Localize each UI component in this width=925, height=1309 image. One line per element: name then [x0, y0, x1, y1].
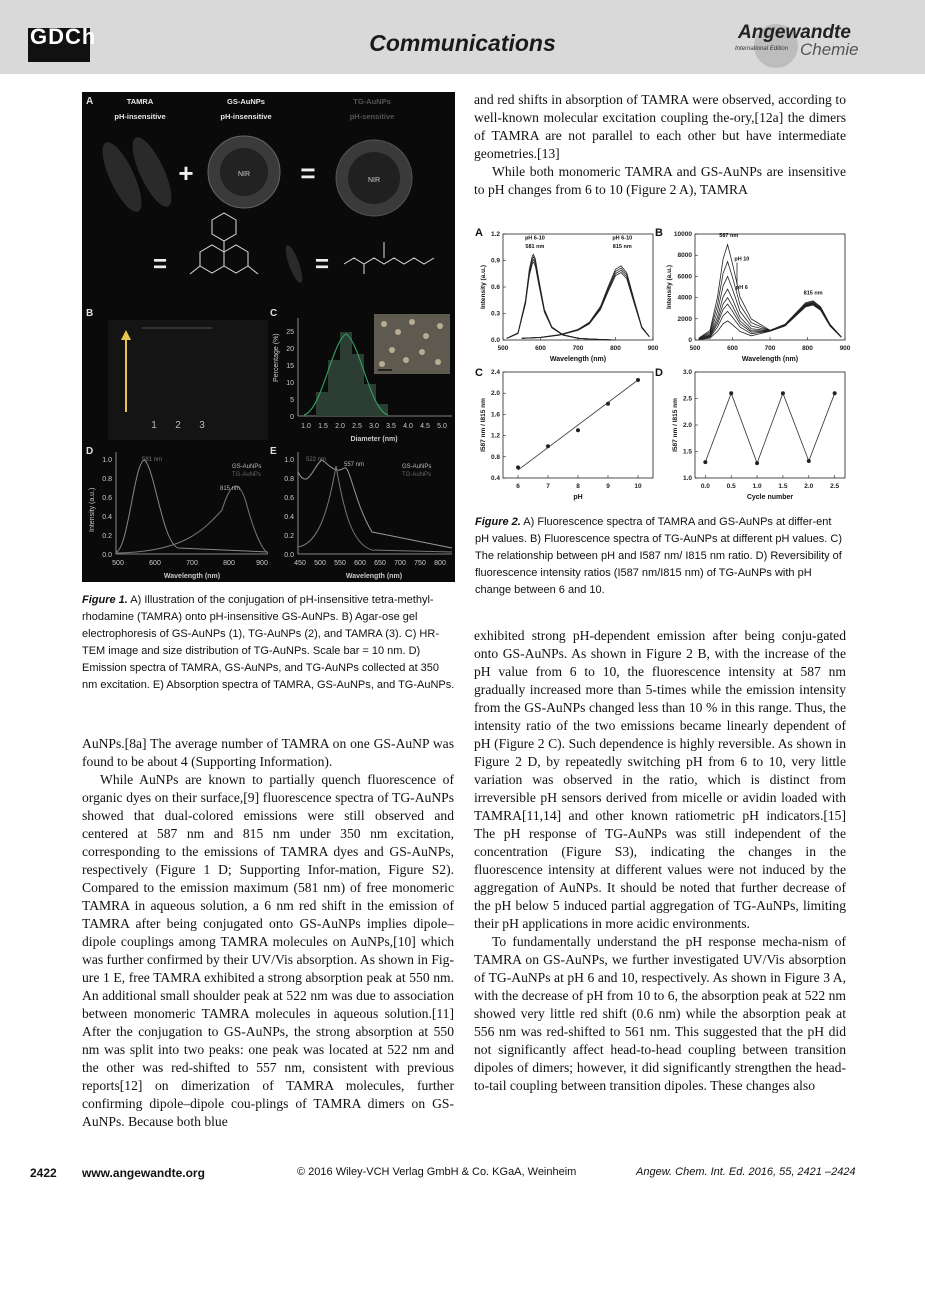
c-ytick-1: 5 [290, 397, 294, 404]
e-peak-557: 557 nm [344, 462, 365, 468]
e-ytick-1: 0.2 [284, 533, 294, 540]
d-legend-2: TG-AuNPs [232, 472, 262, 478]
left-column-text [82, 735, 454, 1131]
fig2-a-annotation: pH 6-10 [524, 235, 545, 242]
nir-label-2: NIR [367, 177, 381, 184]
gel-image [108, 320, 268, 440]
fig2-b-annotation: pH 6 [735, 285, 748, 292]
fig2-b-ytick-label: 2000 [677, 315, 692, 323]
fig1-panel-c-label: C [270, 308, 278, 319]
fig2-c-xtick-label: 9 [606, 483, 610, 490]
fig2-a-xtick-label: 700 [572, 345, 584, 352]
fig2-c-xtick-label: 10 [634, 483, 642, 490]
figure-1-caption-label: Figure 1. [82, 594, 128, 606]
fig2-a-annotation: 815 nm [612, 244, 632, 251]
fig2-c-ytick-label: 0.8 [490, 453, 500, 461]
fig2-a-ytick-label: 0.0 [490, 337, 500, 344]
fig2-d-ytick-label: 2.0 [682, 422, 692, 429]
d-ytick-1: 0.2 [102, 533, 112, 540]
figure-1-graphic [82, 92, 455, 582]
fig2-d-xtick-label: 0.0 [700, 483, 710, 490]
brand-angewandte: Angewandte [738, 22, 851, 43]
plus-sign: + [178, 158, 194, 188]
equals-sign-1: = [300, 158, 316, 188]
fig2-a-annotation: 581 nm [525, 244, 545, 251]
fig2-d-ytick-label: 1.5 [682, 448, 692, 456]
glutathione-structure [344, 242, 434, 274]
fig1-a-sub-gs: pH-insensitive [220, 112, 272, 121]
fig2-c-xtick-label: 6 [516, 483, 520, 490]
fig2-c-point [516, 465, 520, 469]
fig2-a-series-gs-aunps [522, 266, 650, 338]
c-xtick-8: 5.0 [437, 423, 447, 430]
fig2-a-xtick-label: 800 [610, 345, 621, 352]
fig2-a-xtick-label: 900 [647, 345, 659, 352]
c-ylabel: Percentage (%) [273, 333, 280, 382]
e-xtick-5: 700 [394, 560, 406, 567]
journal-header [0, 0, 925, 74]
paragraph: and red shifts in absorption of TAMRA were observed, according to well-known molecular excitation coupling the-ory,[12a] the dimers of TAMRA are not parallel to each other but have intermediate geometries.[13] [474, 92, 846, 161]
fig1-a-label-tg: TG-AuNPs [353, 97, 391, 106]
fig1-panel-e-label: E [270, 446, 277, 457]
fig2-a-ytick-label: 0.6 [490, 284, 500, 291]
fig2-b-xlabel: Wavelength (nm) [741, 356, 799, 363]
fig2-d-ylabel: I587 nm / I815 nm [672, 398, 679, 452]
fig2-b-annotation: 815 nm [803, 290, 823, 297]
fig1-d-emission [89, 452, 268, 580]
fig2-c-point [636, 378, 640, 382]
e-xtick-4: 650 [374, 560, 386, 567]
fig1-panel-d-label: D [86, 446, 94, 457]
d-ylabel: Intensity (a.u.) [89, 487, 96, 532]
right-column-bottom-text [474, 627, 846, 1095]
e-ytick-4: 0.8 [284, 476, 294, 483]
d-xtick-1: 600 [149, 560, 161, 567]
e-ytick-3: 0.6 [284, 495, 294, 502]
fig2-d-ytick-label: 1.0 [682, 475, 692, 482]
fig2-d-xtick-label: 2.5 [830, 483, 840, 490]
fig1-panel-a-label: A [86, 96, 94, 107]
logo-text: GDCh [30, 24, 97, 49]
paragraph: exhibited strong pH-dependent emission after being conju-gated onto GS-AuNPs. As shown in Figure 2 B, with the increase of the pH value from 6 to 10, the fluorescence intensity at 587 nm gradually increased more than 5-times while the emission intensity from the GS-AuNPs changed less than 10 % in this range. Thus, the intensity ratio of the two emissions became linearly dependent of pH (Figure 2 C). Such dependence is highly reversible. As shown in Figure 2 D, by repeatedly switching pH from 6 to 10, very little variation was observed in the ratio, which is distinct from irreversible pH sensors derived from micelle or avidin loaded with TAMRA[11,14] and other known ratiometric pH indicators.[15] The pH response of TG-AuNPs was still independent of the concentration (Figure S3), indicating the changes in the fluorescence intensity at different values were not induced by the aggregation of AuNPs. It should be noted that further decrease of the pH below 5 induced partial aggregation of TG-AuNPs, limiting their pH applications in more acidic environments. [474, 628, 846, 931]
fig1-panel-b-label: B [86, 308, 94, 319]
equals-sign-2: = [152, 251, 168, 278]
lane-label-1: 1 [151, 420, 157, 431]
fig2-b-ylabel: Intensity (a.u.) [666, 264, 673, 310]
c-ytick-3: 15 [286, 363, 294, 370]
e-xtick-1: 500 [314, 560, 326, 567]
fig2-b-ytick-label: 8000 [677, 252, 692, 260]
fig2-a-series-gs-aunps [522, 273, 650, 339]
section-title: Communications [369, 30, 556, 56]
fig2-a-ytick-label: 0.9 [490, 257, 500, 265]
fig2-b-annotation: 587 nm [719, 233, 739, 240]
fig2-c-point [606, 402, 610, 406]
fig2-d-xtick-label: 2.0 [804, 483, 814, 490]
c-ytick-2: 10 [286, 380, 294, 387]
fig2-d-series-line [705, 393, 834, 463]
fig2-c-point [576, 428, 580, 432]
c-ytick-4: 20 [286, 346, 294, 353]
c-ytick-0: 0 [290, 414, 294, 421]
brand-chemie: Chemie [800, 40, 859, 59]
figure-2-caption-label: Figure 2. [475, 516, 521, 528]
fig1-e-absorption [284, 452, 452, 580]
fig2-d-point [781, 391, 785, 395]
paragraph: While AuNPs are known to partially quench fluorescence of organic dyes on their surface,[9] fluorescence spectra of TG-AuNPs showed that dual-colored emissions were still observed and centered at 587 nm and 815 nm under 350 nm excitation, corresponding to the emissions of TAMRA dyes and GS-AuNPs, respectively (Figure 1 D; Supporting Infor-mation, Figure S2). Compared to the emission maximum (581 nm) of free monomeric TAMRA in aqueous solution, a 6 nm red shift in the emission of TAMRA after being conjugated onto GS-AuNPs implies dipole–dipole couplings among TAMRA molecules on AuNPs,[10] which was further confirmed by their UV/Vis absorption. As shown in Fig-ure 1 E, free TAMRA exhibited a strong absorption peak at 550 nm. An additional small shoulder peak at 522 nm was due to association between monomeric TAMRA molecules in aqueous solution.[11] After the conjugation to GS-AuNPs, the strong absorption at 550 nm was split into two peaks: one peak was located at 522 nm and the other was red-shifted to 557 nm, consistent with previous reports[12] on dimerization of TAMRA molecules, further confirming dipole–dipole cou-plings of TAMRA dimers on GS-AuNPs. Because both blue [82, 772, 454, 1129]
figure-1-caption-text: A) Illustration of the conjugation of pH-insensitive tetra-methyl-rhodamine (TAMRA) onto pH-insensitive GS-AuNPs. B) Agar-ose gel electrophoresis of GS-AuNPs (1), TG-AuNPs (2), and TAMRA (3). C) HR-TEM image and size distribution of TG-AuNPs. Scale bar = 10 nm. D) Emission spectra of TAMRA, GS-AuNPs, and TG-AuNPs collected at 350 nm excitation. E) Absorption spectra of TAMRA, GS-AuNPs, and TG-AuNPs. [82, 594, 455, 691]
e-xlabel: Wavelength (nm) [345, 573, 403, 580]
fig2-b-xtick-label: 700 [764, 345, 776, 352]
fig2-a-ylabel: Intensity (a.u.) [480, 264, 487, 310]
fig2-b-ytick-label: 10000 [673, 231, 692, 238]
figure-1 [82, 92, 455, 582]
fig2-c-ytick-label: 2.0 [490, 390, 500, 398]
fig1-a-label-gs: GS-AuNPs [227, 97, 265, 106]
page-number: 2422 [30, 1166, 57, 1180]
fig2-d-point [703, 460, 707, 464]
nir-label-1: NIR [237, 171, 251, 178]
fig2-d-xtick-label: 1.5 [778, 483, 788, 490]
fig2-b-xtick-label: 800 [802, 345, 813, 352]
c-xtick-2: 2.0 [335, 423, 345, 430]
fig2-a-series-gs-aunps [522, 270, 650, 338]
d-ytick-5: 1.0 [102, 457, 112, 464]
fig2-panel-c-label: C [475, 367, 483, 379]
fig2-a-series-tamra [507, 260, 616, 341]
fig2-a-ytick-label: 1.2 [490, 231, 500, 238]
e-legend-2: TG-AuNPs [402, 472, 432, 478]
fig2-b-series-line [699, 298, 842, 340]
c-ytick-5: 25 [286, 329, 294, 336]
fig2-c-xtick-label: 8 [576, 483, 580, 490]
fig2-b-xtick-label: 600 [727, 345, 738, 352]
fig2-c-fit-line [518, 380, 638, 470]
fig2-a-series-tamra [507, 254, 616, 340]
d-peak-581: 581 nm [142, 457, 163, 463]
fig2-d-point [755, 461, 759, 465]
fig2-d-xlabel: Cycle number [746, 494, 794, 501]
c-xtick-4: 3.0 [369, 423, 379, 430]
paragraph: AuNPs.[8a] The average number of TAMRA on one GS-AuNP was found to be about 4 (Supporting Information). [82, 736, 454, 769]
figure-2-caption [475, 514, 847, 599]
footer-url[interactable]: www.angewandte.org [82, 1166, 205, 1180]
d-ytick-0: 0.0 [102, 552, 112, 559]
d-legend-1: GS-AuNPs [232, 464, 262, 470]
fig2-d-ytick-label: 2.5 [682, 395, 692, 403]
c-xlabel: Diameter (nm) [350, 436, 398, 443]
fig2-b-xtick-label: 900 [839, 345, 851, 352]
e-ytick-0: 0.0 [284, 552, 294, 559]
e-xtick-0: 450 [294, 560, 306, 567]
footer-copyright: © 2016 Wiley-VCH Verlag GmbH & Co. KGaA, Weinheim [297, 1166, 577, 1178]
fig2-b-ytick-label: 6000 [677, 273, 692, 281]
d-xtick-4: 900 [256, 560, 268, 567]
fig2-d-xtick-label: 0.5 [726, 483, 736, 490]
fig2-b-xtick-label: 500 [689, 345, 701, 352]
figure-2-caption-text: A) Fluorescence spectra of TAMRA and GS-AuNPs at differ-ent pH values. B) Fluorescence spectra of TG-AuNPs at different pH values. C) The relationship between pH and I587 nm/ I815 nm ratio. D) Reversibility of fluorescence intensity ratios (I587 nm/I815 nm) of TG-AuNPs with pH change between 6 and 10. [475, 516, 843, 596]
fig2-d-point [729, 391, 733, 395]
fig2-c-ytick-label: 1.6 [490, 411, 500, 419]
d-xtick-0: 500 [112, 560, 124, 567]
figure-1-caption [82, 592, 457, 694]
lane-label-2: 2 [175, 420, 181, 431]
fig1-a-sub-tamra: pH-insensitive [114, 112, 166, 121]
fig2-a-series-tamra [507, 257, 616, 340]
fig2-a-ytick-label: 0.3 [490, 310, 500, 318]
e-ytick-5: 1.0 [284, 457, 294, 464]
c-xtick-6: 4.0 [403, 423, 413, 430]
fig2-b-ytick-label: 4000 [677, 294, 692, 302]
footer-citation: Angew. Chem. Int. Ed. 2016, 55, 2421 –2424 [636, 1166, 856, 1178]
paragraph: While both monomeric TAMRA and GS-AuNPs are insensitive to pH changes from 6 to 10 (Figure 2 A), TAMRA [474, 164, 846, 197]
e-ytick-2: 0.4 [284, 514, 294, 521]
fig2-b-annotation: pH 10 [734, 256, 750, 263]
lane-label-3: 3 [199, 420, 205, 431]
fig2-c-ylabel: I587 nm / I815 nm [480, 398, 487, 452]
fig2-panel-b-label: B [655, 227, 663, 239]
d-ytick-2: 0.4 [102, 514, 112, 521]
d-peak-815: 815 nm [220, 486, 241, 492]
c-xtick-0: 1.0 [301, 423, 311, 430]
fig2-d-ytick-label: 3.0 [682, 369, 692, 376]
fig2-a-series-tamra [507, 262, 616, 340]
right-column-top-text [474, 91, 846, 199]
fig2-c-point [546, 444, 550, 448]
c-xtick-3: 2.5 [352, 423, 362, 430]
c-xtick-7: 4.5 [420, 423, 430, 430]
d-xlabel: Wavelength (nm) [163, 573, 221, 580]
fig2-b-ytick-label: 0 [688, 337, 692, 344]
tamra-structure [190, 213, 258, 274]
fig2-c-xlabel: pH [573, 494, 583, 501]
d-xtick-3: 800 [223, 560, 235, 567]
fig2-a-xtick-label: 600 [535, 345, 546, 352]
c-xtick-5: 3.5 [386, 423, 396, 430]
brand-international: International Edition [735, 46, 789, 52]
e-xtick-2: 550 [334, 560, 346, 567]
e-xtick-6: 750 [414, 560, 426, 567]
c-xtick-1: 1.5 [318, 423, 328, 430]
paragraph: To fundamentally understand the pH response mecha-nism of TAMRA on GS-AuNPs, we further investigated UV/Vis absorption of TG-AuNPs at pH 6 and 10, respectively. As shown in Figure 3 A, with the decrease of pH from 10 to 6, the absorption peak at 522 nm showed very little red shift (0.6 nm) while the absorption peak at 556 nm was red-shifted to 561 nm. This suggested that the pH did not significantly affect head-to-head coupling between transition dipoles of dimers; however, it did significantly strengthen the head-to-tail coupling between transition dipoles. These changes also [474, 934, 846, 1093]
d-ytick-4: 0.8 [102, 476, 112, 483]
fig2-c-ytick-label: 1.2 [490, 432, 500, 440]
fig1-a-sub-tg: pH-sensitive [349, 112, 395, 121]
e-xtick-3: 600 [354, 560, 366, 567]
e-xtick-7: 800 [434, 560, 446, 567]
fig2-c-xtick-label: 7 [546, 483, 550, 490]
fig1-c-size-distribution [273, 314, 452, 443]
fig2-a-annotation: pH 6-10 [612, 235, 633, 242]
e-peak-522: 522 nm [306, 457, 327, 463]
e-legend-1: GS-AuNPs [402, 464, 432, 470]
figure-2 [473, 222, 863, 512]
fig2-panel-a-label: A [475, 227, 483, 239]
fig2-a-series-gs-aunps [522, 268, 650, 338]
fig2-d-point [833, 391, 837, 395]
fig2-panel-d-label: D [655, 367, 663, 379]
d-ytick-3: 0.6 [102, 495, 112, 502]
fig2-c-ytick-label: 2.4 [490, 369, 500, 376]
d-xtick-2: 700 [186, 560, 198, 567]
fig1-a-label-tamra: TAMRA [126, 97, 154, 106]
fig2-d-point [807, 459, 811, 463]
fig2-a-xtick-label: 500 [497, 345, 509, 352]
tamra-ellipse-small [282, 243, 305, 284]
fig2-c-ytick-label: 0.4 [490, 475, 500, 482]
fig2-d-xtick-label: 1.0 [752, 483, 762, 490]
fig2-a-xlabel: Wavelength (nm) [549, 356, 607, 363]
equals-sign-3: = [314, 251, 330, 278]
